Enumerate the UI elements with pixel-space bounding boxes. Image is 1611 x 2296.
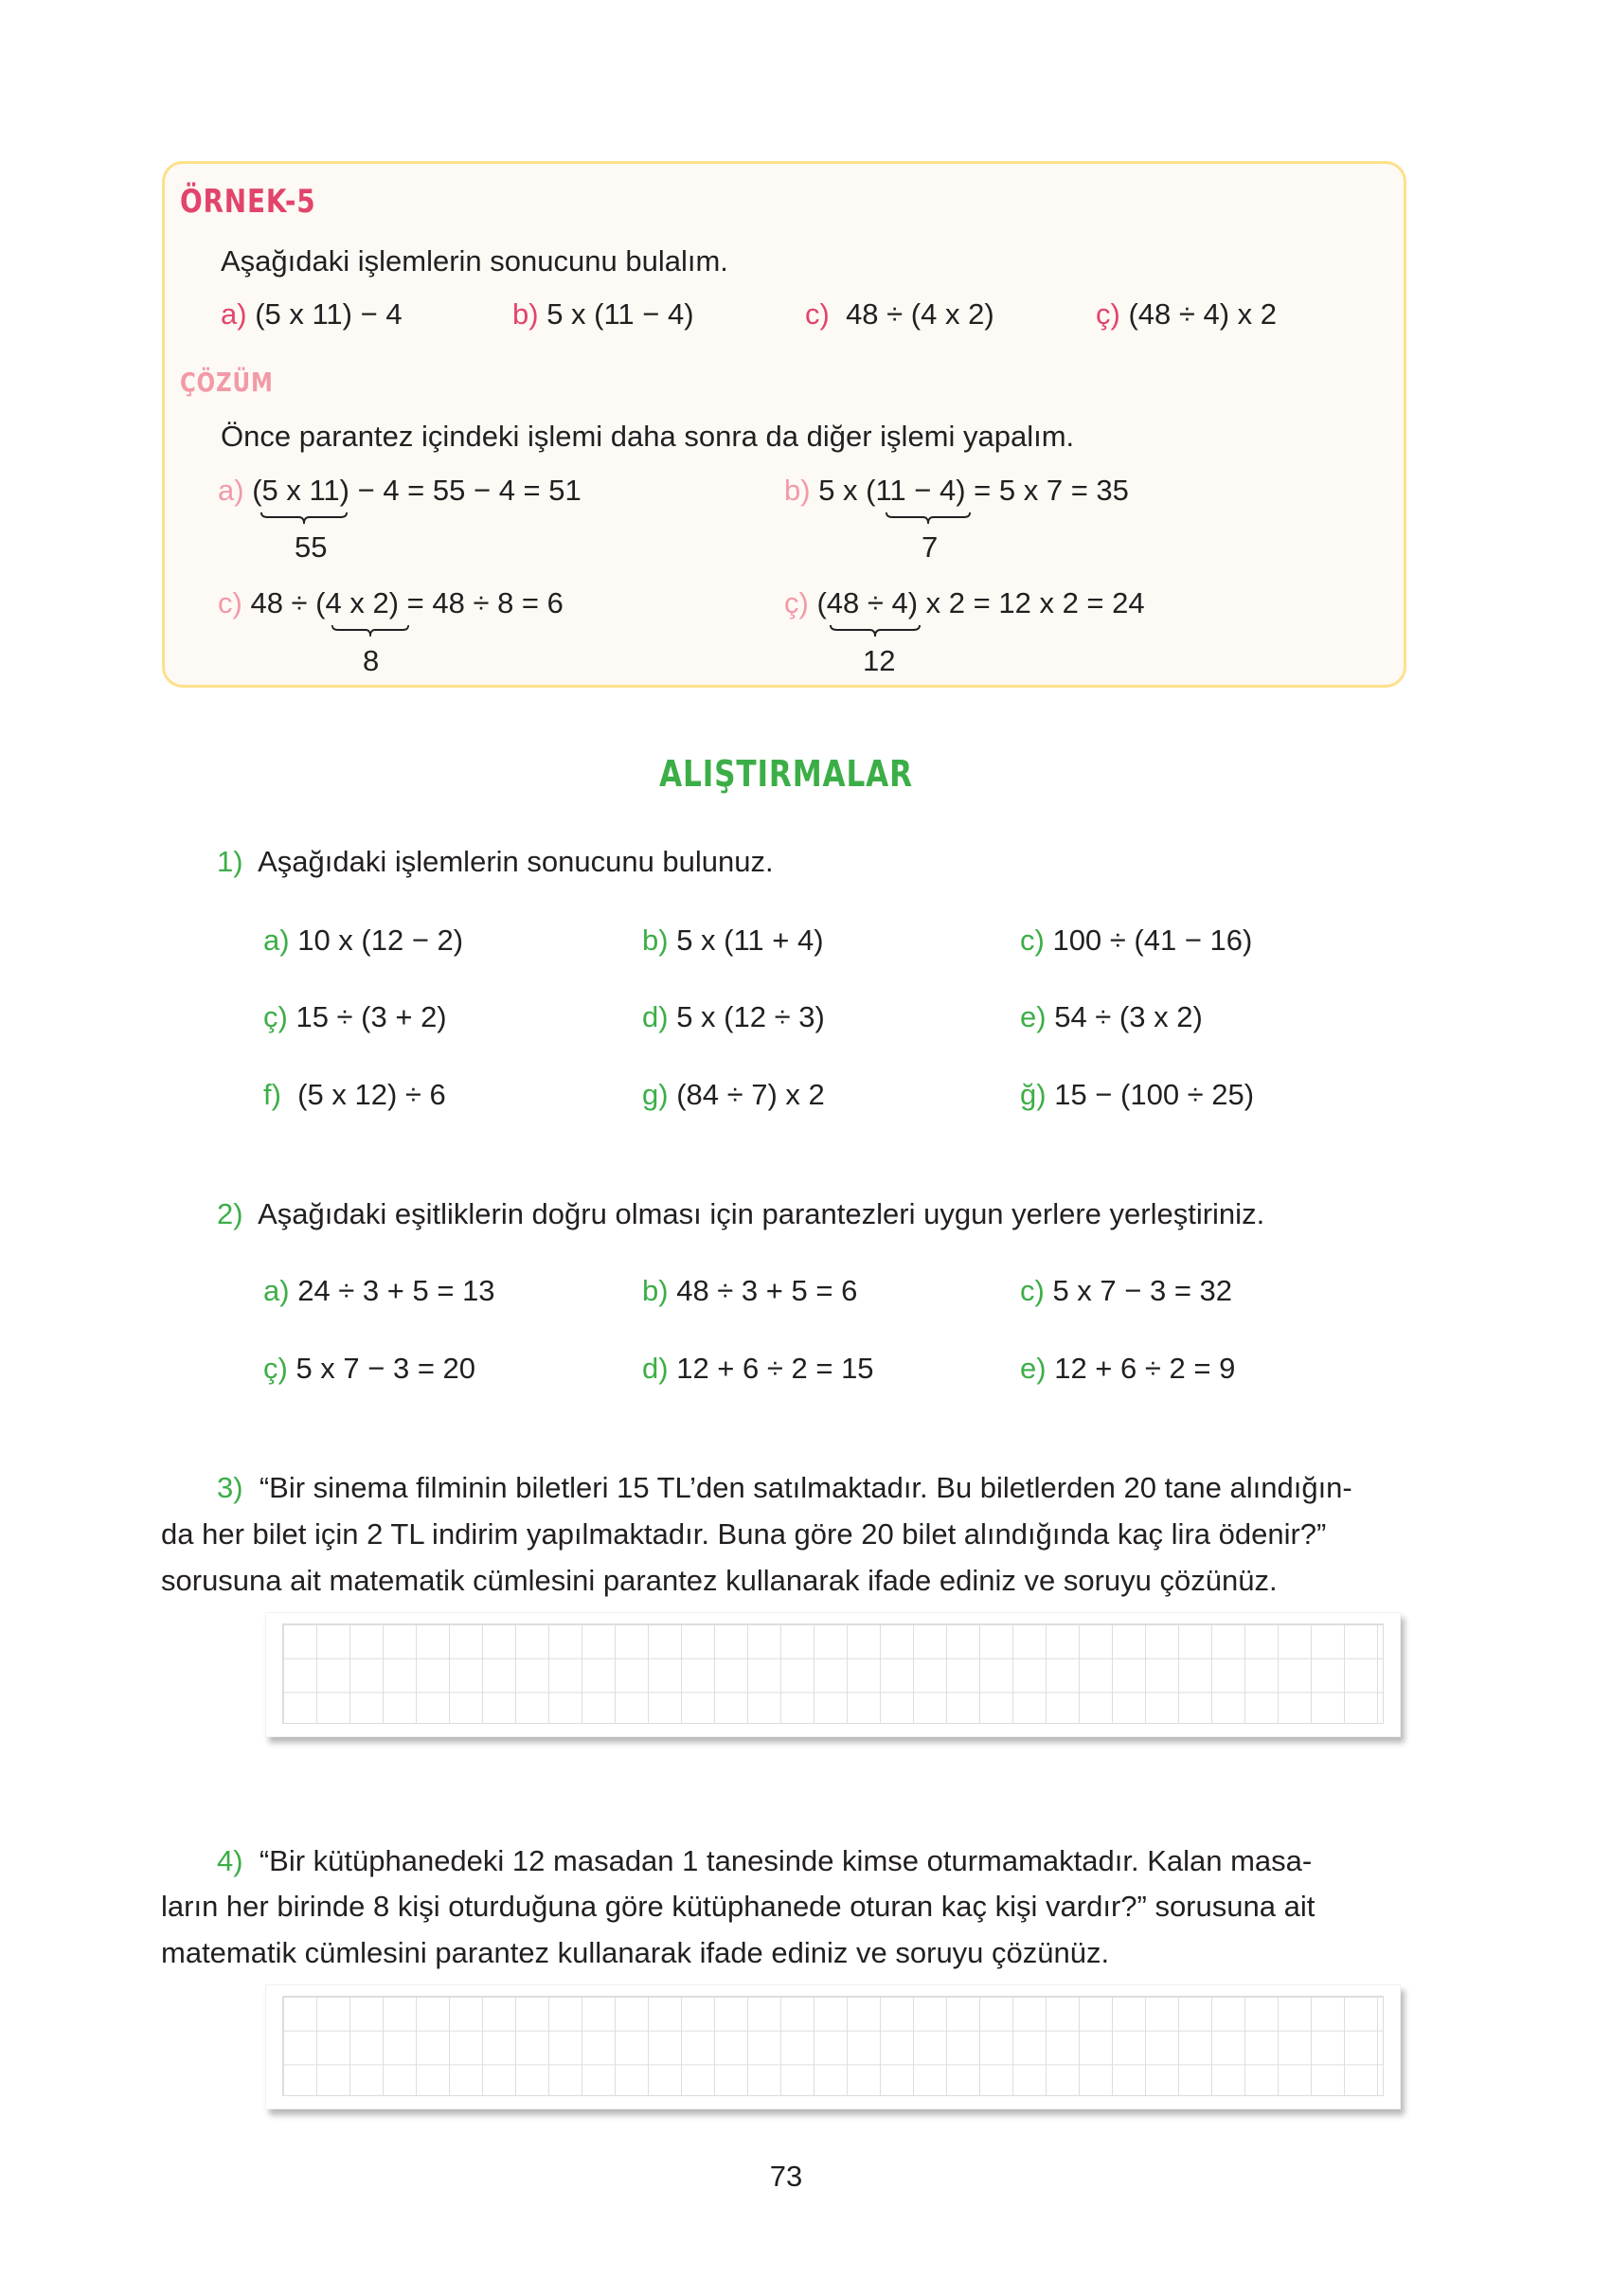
q2-item-a [263, 1274, 495, 1308]
answer-box-q3[interactable] [265, 1612, 1401, 1737]
item-expression: 5 x 7 − 3 = 20 [295, 1352, 476, 1385]
q1-item-g [642, 1078, 825, 1112]
item-label: b) [642, 1274, 669, 1307]
solution-step-b [784, 474, 1129, 508]
question-number: 3) [217, 1471, 243, 1504]
brace-value: 12 [863, 644, 896, 677]
question-number: 4) [217, 1844, 243, 1877]
item-label: b) [642, 924, 669, 957]
item-label: c) [805, 297, 830, 331]
q2-item-c [1020, 1274, 1232, 1308]
item-label: e) [1020, 1000, 1047, 1033]
item-expression: (84 ÷ 7) x 2 [676, 1078, 825, 1111]
step-expression: (48 ÷ 4) x 2 = 12 x 2 = 24 [816, 586, 1145, 619]
question-4-line-3: matematik cümlesini parantez kullanarak ifade ediniz ve soruyu çözünüz. [161, 1936, 1110, 1969]
item-label: ğ) [1020, 1078, 1047, 1111]
question-number: 1) [217, 845, 243, 878]
item-label: a) [263, 924, 290, 957]
solution-step-c [218, 586, 564, 620]
underbrace-icon [331, 624, 409, 637]
underbrace-icon [260, 511, 348, 525]
exercises-title: ALIŞTIRMALAR [659, 753, 913, 795]
question-3-line-1 [217, 1471, 1352, 1505]
answer-box-q4[interactable] [265, 1984, 1401, 2109]
item-expression: 5 x (11 + 4) [676, 924, 824, 957]
example-item-b [512, 297, 694, 332]
solution-title: ÇÖZÜM [180, 367, 274, 398]
q1-item-e [1020, 1000, 1203, 1034]
step-label: c) [218, 586, 242, 619]
item-label: d) [642, 1352, 669, 1385]
question-2 [217, 1197, 1264, 1231]
item-expression: 24 ÷ 3 + 5 = 13 [297, 1274, 495, 1307]
item-expression: 100 ÷ (41 − 16) [1052, 924, 1253, 957]
item-expression: 5 x 7 − 3 = 32 [1052, 1274, 1233, 1307]
step-expression: (5 x 11) − 4 = 55 − 4 = 51 [252, 474, 582, 507]
item-expression: 54 ÷ (3 x 2) [1054, 1000, 1203, 1033]
brace-value: 7 [922, 530, 939, 564]
example-title: ÖRNEK-5 [180, 183, 316, 221]
example-item-cc [1096, 297, 1277, 332]
q2-item-e [1020, 1352, 1235, 1386]
item-expression: 15 ÷ (3 + 2) [295, 1000, 447, 1033]
step-label: b) [784, 474, 811, 507]
item-label: d) [642, 1000, 669, 1033]
q2-item-d [642, 1352, 874, 1386]
example-item-a [221, 297, 403, 332]
step-label: a) [218, 474, 244, 507]
item-expression: (5 x 11) − 4 [255, 297, 403, 331]
question-3-line-2: da her bilet için 2 TL indirim yapılmaktadır. Buna göre 20 bilet alındığında kaç lira ödenir?” [161, 1517, 1327, 1551]
q1-item-f [263, 1078, 446, 1112]
question-text: “Bir sinema filminin biletleri 15 TL’den satılmaktadır. Bu biletlerden 20 tane alındığın- [259, 1471, 1352, 1504]
item-label: ç) [263, 1352, 288, 1385]
answer-grid [282, 1996, 1384, 2096]
step-expression: 5 x (11 − 4) = 5 x 7 = 35 [818, 474, 1129, 507]
step-label: ç) [784, 586, 809, 619]
item-label: a) [263, 1274, 290, 1307]
q1-item-c [1020, 924, 1252, 958]
question-text: Aşağıdaki eşitliklerin doğru olması için parantezleri uygun yerlere yerleştiriniz. [258, 1197, 1265, 1230]
brace-value: 55 [295, 530, 328, 564]
item-label: ç) [263, 1000, 288, 1033]
item-expression: 12 + 6 ÷ 2 = 9 [1054, 1352, 1236, 1385]
q1-item-d [642, 1000, 825, 1034]
item-label: f) [263, 1078, 281, 1111]
item-expression: 5 x (12 ÷ 3) [676, 1000, 825, 1033]
question-3-line-3: sorusuna ait matematik cümlesini parantez kullanarak ifade ediniz ve soruyu çözünüz. [161, 1564, 1278, 1597]
item-expression: (48 ÷ 4) x 2 [1128, 297, 1278, 331]
example-item-c [805, 297, 994, 332]
q1-item-gg [1020, 1078, 1254, 1112]
question-4-line-2: ların her birinde 8 kişi oturduğuna göre kütüphanede oturan kaç kişi vardır?” sorusuna ait [161, 1890, 1316, 1923]
q2-item-b [642, 1274, 857, 1308]
solution-step-a [218, 474, 582, 508]
item-expression: 15 − (100 ÷ 25) [1054, 1078, 1255, 1111]
item-label: a) [221, 297, 247, 331]
underbrace-icon [830, 624, 921, 637]
item-label: c) [1020, 924, 1045, 957]
step-expression: 48 ÷ (4 x 2) = 48 ÷ 8 = 6 [250, 586, 564, 619]
item-expression: 10 x (12 − 2) [297, 924, 464, 957]
item-expression: (5 x 12) ÷ 6 [297, 1078, 446, 1111]
item-expression: 12 + 6 ÷ 2 = 15 [676, 1352, 874, 1385]
solution-step-cc [784, 586, 1145, 620]
question-text: Aşağıdaki işlemlerin sonucunu bulunuz. [258, 845, 774, 878]
question-4-line-1 [217, 1844, 1312, 1878]
question-number: 2) [217, 1197, 243, 1230]
question-text: “Bir kütüphanedeki 12 masadan 1 tanesinde kimse oturmamaktadır. Kalan masa- [259, 1844, 1313, 1877]
q1-item-a [263, 924, 463, 958]
q2-item-cc [263, 1352, 475, 1386]
q1-item-b [642, 924, 824, 958]
item-label: b) [512, 297, 539, 331]
q1-item-cc [263, 1000, 447, 1034]
item-label: c) [1020, 1274, 1045, 1307]
page-number: 73 [769, 2160, 803, 2193]
underbrace-icon [886, 511, 971, 525]
answer-grid [282, 1623, 1384, 1724]
brace-value: 8 [363, 644, 380, 677]
item-label: ç) [1096, 297, 1120, 331]
example-instruction: Aşağıdaki işlemlerin sonucunu bulalım. [221, 244, 728, 278]
item-label: g) [642, 1078, 669, 1111]
item-expression: 48 ÷ 3 + 5 = 6 [676, 1274, 858, 1307]
item-label: e) [1020, 1352, 1047, 1385]
question-1 [217, 845, 774, 879]
solution-intro: Önce parantez içindeki işlemi daha sonra da diğer işlemi yapalım. [221, 420, 1075, 453]
item-expression: 5 x (11 − 4) [546, 297, 694, 331]
item-expression: 48 ÷ (4 x 2) [846, 297, 994, 331]
